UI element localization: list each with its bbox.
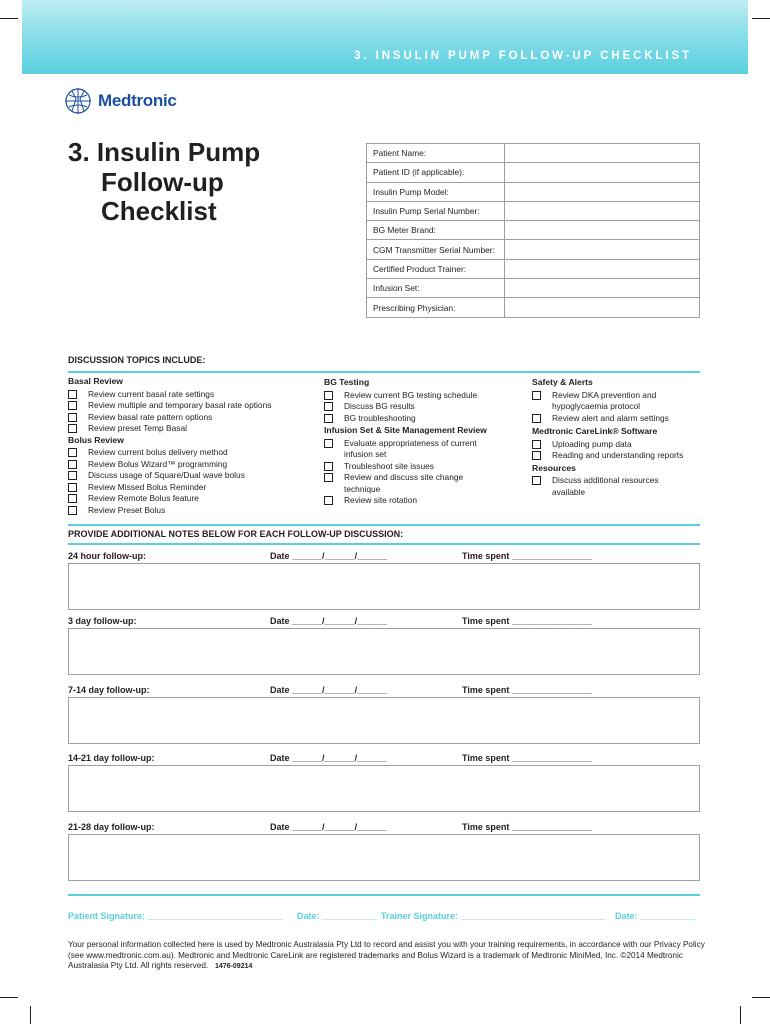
checklist-item[interactable] [68, 400, 318, 412]
checklist-label: Review Remote Bolus feature [88, 493, 199, 503]
medtronic-logo [62, 86, 177, 116]
checklist-label: Review current bolus delivery method [88, 447, 228, 457]
table-row [367, 221, 700, 240]
field-value[interactable] [505, 144, 700, 163]
table-row [367, 259, 700, 278]
crop-mark [30, 1006, 31, 1024]
checkbox[interactable] [68, 506, 77, 515]
field-value[interactable] [505, 259, 700, 278]
checklist-item[interactable] [68, 423, 318, 435]
field-value[interactable] [505, 240, 700, 259]
field-label: Infusion Set: [367, 279, 505, 298]
field-label: Prescribing Physician: [367, 298, 505, 317]
checklist-label: Review Missed Bolus Reminder [88, 481, 207, 492]
divider [68, 894, 700, 896]
field-label: Insulin Pump Model: [367, 182, 505, 201]
field-value[interactable] [505, 201, 700, 220]
checklist-label: Review alert and alarm settings [552, 412, 669, 423]
checklist-item[interactable] [68, 389, 318, 401]
checklist-item[interactable] [68, 505, 318, 517]
crop-mark [740, 1006, 741, 1024]
banner-title: 3. INSULIN PUMP FOLLOW-UP CHECKLIST [354, 50, 692, 62]
checkbox[interactable] [324, 414, 333, 423]
topic-title: Basal Review [68, 376, 123, 386]
patient-signature-date[interactable]: Date: ___________ [297, 911, 378, 921]
header-banner [22, 0, 748, 74]
field-value[interactable] [505, 163, 700, 182]
checkbox[interactable] [324, 462, 333, 471]
checkbox[interactable] [324, 439, 333, 448]
topic-column-bg-infusion [324, 377, 514, 507]
checklist-item[interactable] [324, 413, 514, 425]
discussion-heading: DISCUSSION TOPICS INCLUDE: [68, 355, 206, 365]
checklist-item[interactable] [532, 390, 707, 413]
followup-label: 7-14 day follow-up: [68, 685, 150, 695]
checklist-item[interactable] [324, 472, 514, 495]
checklist-label: BG troubleshooting [344, 412, 416, 423]
logo-text: Medtronic [98, 91, 177, 110]
crop-mark [752, 18, 770, 19]
field-label: Patient Name: [367, 144, 505, 163]
notes-box[interactable] [68, 563, 700, 610]
checkbox[interactable] [68, 494, 77, 503]
checklist-item[interactable] [68, 447, 318, 459]
field-value[interactable] [505, 279, 700, 298]
topic-title: Safety & Alerts [532, 377, 593, 387]
checkbox[interactable] [532, 476, 541, 485]
followup-time-spent[interactable]: Time spent ________________ [462, 616, 592, 626]
document-code: 1476-09214 [215, 963, 253, 971]
table-row [367, 182, 700, 201]
checklist-label: Review DKA prevention and hypoglycaemia protocol [552, 389, 657, 411]
checklist-item[interactable] [68, 459, 318, 471]
medtronic-emblem-icon [62, 86, 94, 116]
topic-column-safety-carelink [532, 377, 707, 498]
patient-info-table [366, 143, 700, 318]
topic-column-basal-bolus [68, 376, 318, 516]
notes-box[interactable] [68, 628, 700, 675]
checklist-label: Evaluate appropriateness of current infusion set [344, 437, 477, 459]
field-value[interactable] [505, 182, 700, 201]
checkbox[interactable] [324, 391, 333, 400]
checklist-label: Uploading pump data [552, 438, 632, 449]
checkbox[interactable] [324, 402, 333, 411]
followup-date[interactable]: Date ______/______/______ [270, 753, 388, 763]
followup-time-spent[interactable]: Time spent ________________ [462, 685, 592, 695]
followup-date[interactable]: Date ______/______/______ [270, 822, 388, 832]
checklist-item[interactable] [68, 493, 318, 505]
crop-mark [0, 997, 18, 998]
checkbox[interactable] [68, 413, 77, 422]
checklist-label: Review Bolus Wizard™ programming [88, 458, 228, 469]
crop-mark [0, 18, 18, 19]
checkbox[interactable] [324, 496, 333, 505]
topic-title: Resources [532, 462, 576, 473]
checklist-label: Discuss additional resources available [552, 475, 659, 497]
notes-box[interactable] [68, 697, 700, 744]
followup-label: 3 day follow-up: [68, 616, 137, 626]
checklist-item[interactable] [68, 412, 318, 424]
divider [68, 543, 700, 545]
checkbox[interactable] [68, 448, 77, 457]
checkbox[interactable] [324, 473, 333, 482]
checklist-item[interactable] [532, 439, 707, 451]
checklist-label: Discuss usage of Square/Dual wave bolus [88, 470, 245, 480]
page-title-line: Follow-up [101, 166, 224, 197]
checkbox[interactable] [68, 471, 77, 480]
notes-box[interactable] [68, 765, 700, 812]
field-value[interactable] [505, 221, 700, 240]
checkbox[interactable] [532, 414, 541, 423]
followup-label: 24 hour follow-up: [68, 551, 146, 561]
checkbox[interactable] [532, 440, 541, 449]
checklist-label: Reading and understanding reports [552, 450, 684, 460]
crop-mark [752, 997, 770, 998]
followup-time-spent[interactable]: Time spent ________________ [462, 822, 592, 832]
topic-title: Infusion Set & Site Management Review [324, 425, 487, 435]
checklist-label: Review basal rate pattern options [88, 411, 213, 422]
checkbox[interactable] [68, 401, 77, 410]
checklist-label: Review site rotation [344, 495, 418, 505]
table-row [367, 298, 700, 317]
checklist-item[interactable] [532, 413, 707, 425]
followup-date[interactable]: Date ______/______/______ [270, 616, 388, 626]
field-label: CGM Transmitter Serial Number: [367, 240, 505, 259]
field-label: BG Meter Brand: [367, 221, 505, 240]
followup-date[interactable]: Date ______/______/______ [270, 685, 388, 695]
table-row [367, 144, 700, 163]
table-row [367, 240, 700, 259]
footer-text: Your personal information collected here is used by Medtronic Australasia Pty Ltd to record and assist you with your training requirements, in accordance with our Privacy Policy (see www.medtronic.com.au). Medtronic and Medtronic CareLink are registered trademarks and Bolus Wizard is a trademark of Medtronic MiniMed, Inc. ©2014 Medtronic Australasia Pty Ltd. All rights reserved. [68, 940, 705, 971]
privacy-footer [68, 940, 708, 973]
checklist-item[interactable] [532, 450, 707, 462]
checklist-item[interactable] [324, 390, 514, 402]
checklist-item[interactable] [324, 401, 514, 413]
checklist-label: Review and discuss site change technique [344, 472, 464, 494]
checklist-label: Discuss BG results [344, 401, 415, 411]
followup-label: 14-21 day follow-up: [68, 753, 155, 763]
trainer-signature-date[interactable]: Date: ___________ [615, 911, 696, 921]
checklist-item[interactable] [68, 470, 318, 482]
topic-title: Bolus Review [68, 434, 124, 445]
checkbox[interactable] [532, 391, 541, 400]
page-title-line: Checklist [101, 196, 217, 226]
page-title [68, 138, 260, 227]
followup-time-spent[interactable]: Time spent ________________ [462, 753, 592, 763]
followup-date[interactable]: Date ______/______/______ [270, 551, 388, 561]
checklist-item[interactable] [324, 495, 514, 507]
table-row [367, 163, 700, 182]
divider [68, 371, 700, 373]
checkbox[interactable] [68, 460, 77, 469]
checkbox[interactable] [68, 390, 77, 399]
checklist-item[interactable] [324, 461, 514, 473]
checkbox[interactable] [68, 424, 77, 433]
table-row [367, 201, 700, 220]
topic-title: Medtronic CareLink® Software [532, 426, 658, 436]
field-value[interactable] [505, 298, 700, 317]
trainer-signature[interactable]: Trainer Signature: _____________________________ [381, 911, 606, 921]
checklist-label: Review current BG testing schedule [344, 389, 478, 400]
checklist-item[interactable] [532, 475, 707, 498]
checklist-label: Review multiple and temporary basal rate options [88, 400, 272, 410]
followup-label: 21-28 day follow-up: [68, 822, 155, 832]
patient-signature[interactable]: Patient Signature: ___________________________ [68, 911, 283, 921]
notes-heading: PROVIDE ADDITIONAL NOTES BELOW FOR EACH FOLLOW-UP DISCUSSION: [68, 529, 404, 539]
divider [68, 524, 700, 526]
checklist-label: Review Preset Bolus [88, 504, 166, 515]
checkbox[interactable] [68, 483, 77, 492]
topic-title: BG Testing [324, 377, 370, 387]
checklist-label: Review preset Temp Basal [88, 423, 187, 433]
checklist-item[interactable] [324, 438, 514, 461]
table-row [367, 279, 700, 298]
page-title-line: 3. Insulin Pump [68, 137, 261, 167]
checklist-label: Troubleshoot site issues [344, 460, 434, 471]
checklist-item[interactable] [68, 482, 318, 494]
field-label: Insulin Pump Serial Number: [367, 201, 505, 220]
followup-time-spent[interactable]: Time spent ________________ [462, 551, 592, 561]
checklist-label: Review current basal rate settings [88, 388, 215, 399]
field-label: Certified Product Trainer: [367, 259, 505, 278]
field-label: Patient ID (if applicable): [367, 163, 505, 182]
notes-box[interactable] [68, 834, 700, 881]
checkbox[interactable] [532, 451, 541, 460]
